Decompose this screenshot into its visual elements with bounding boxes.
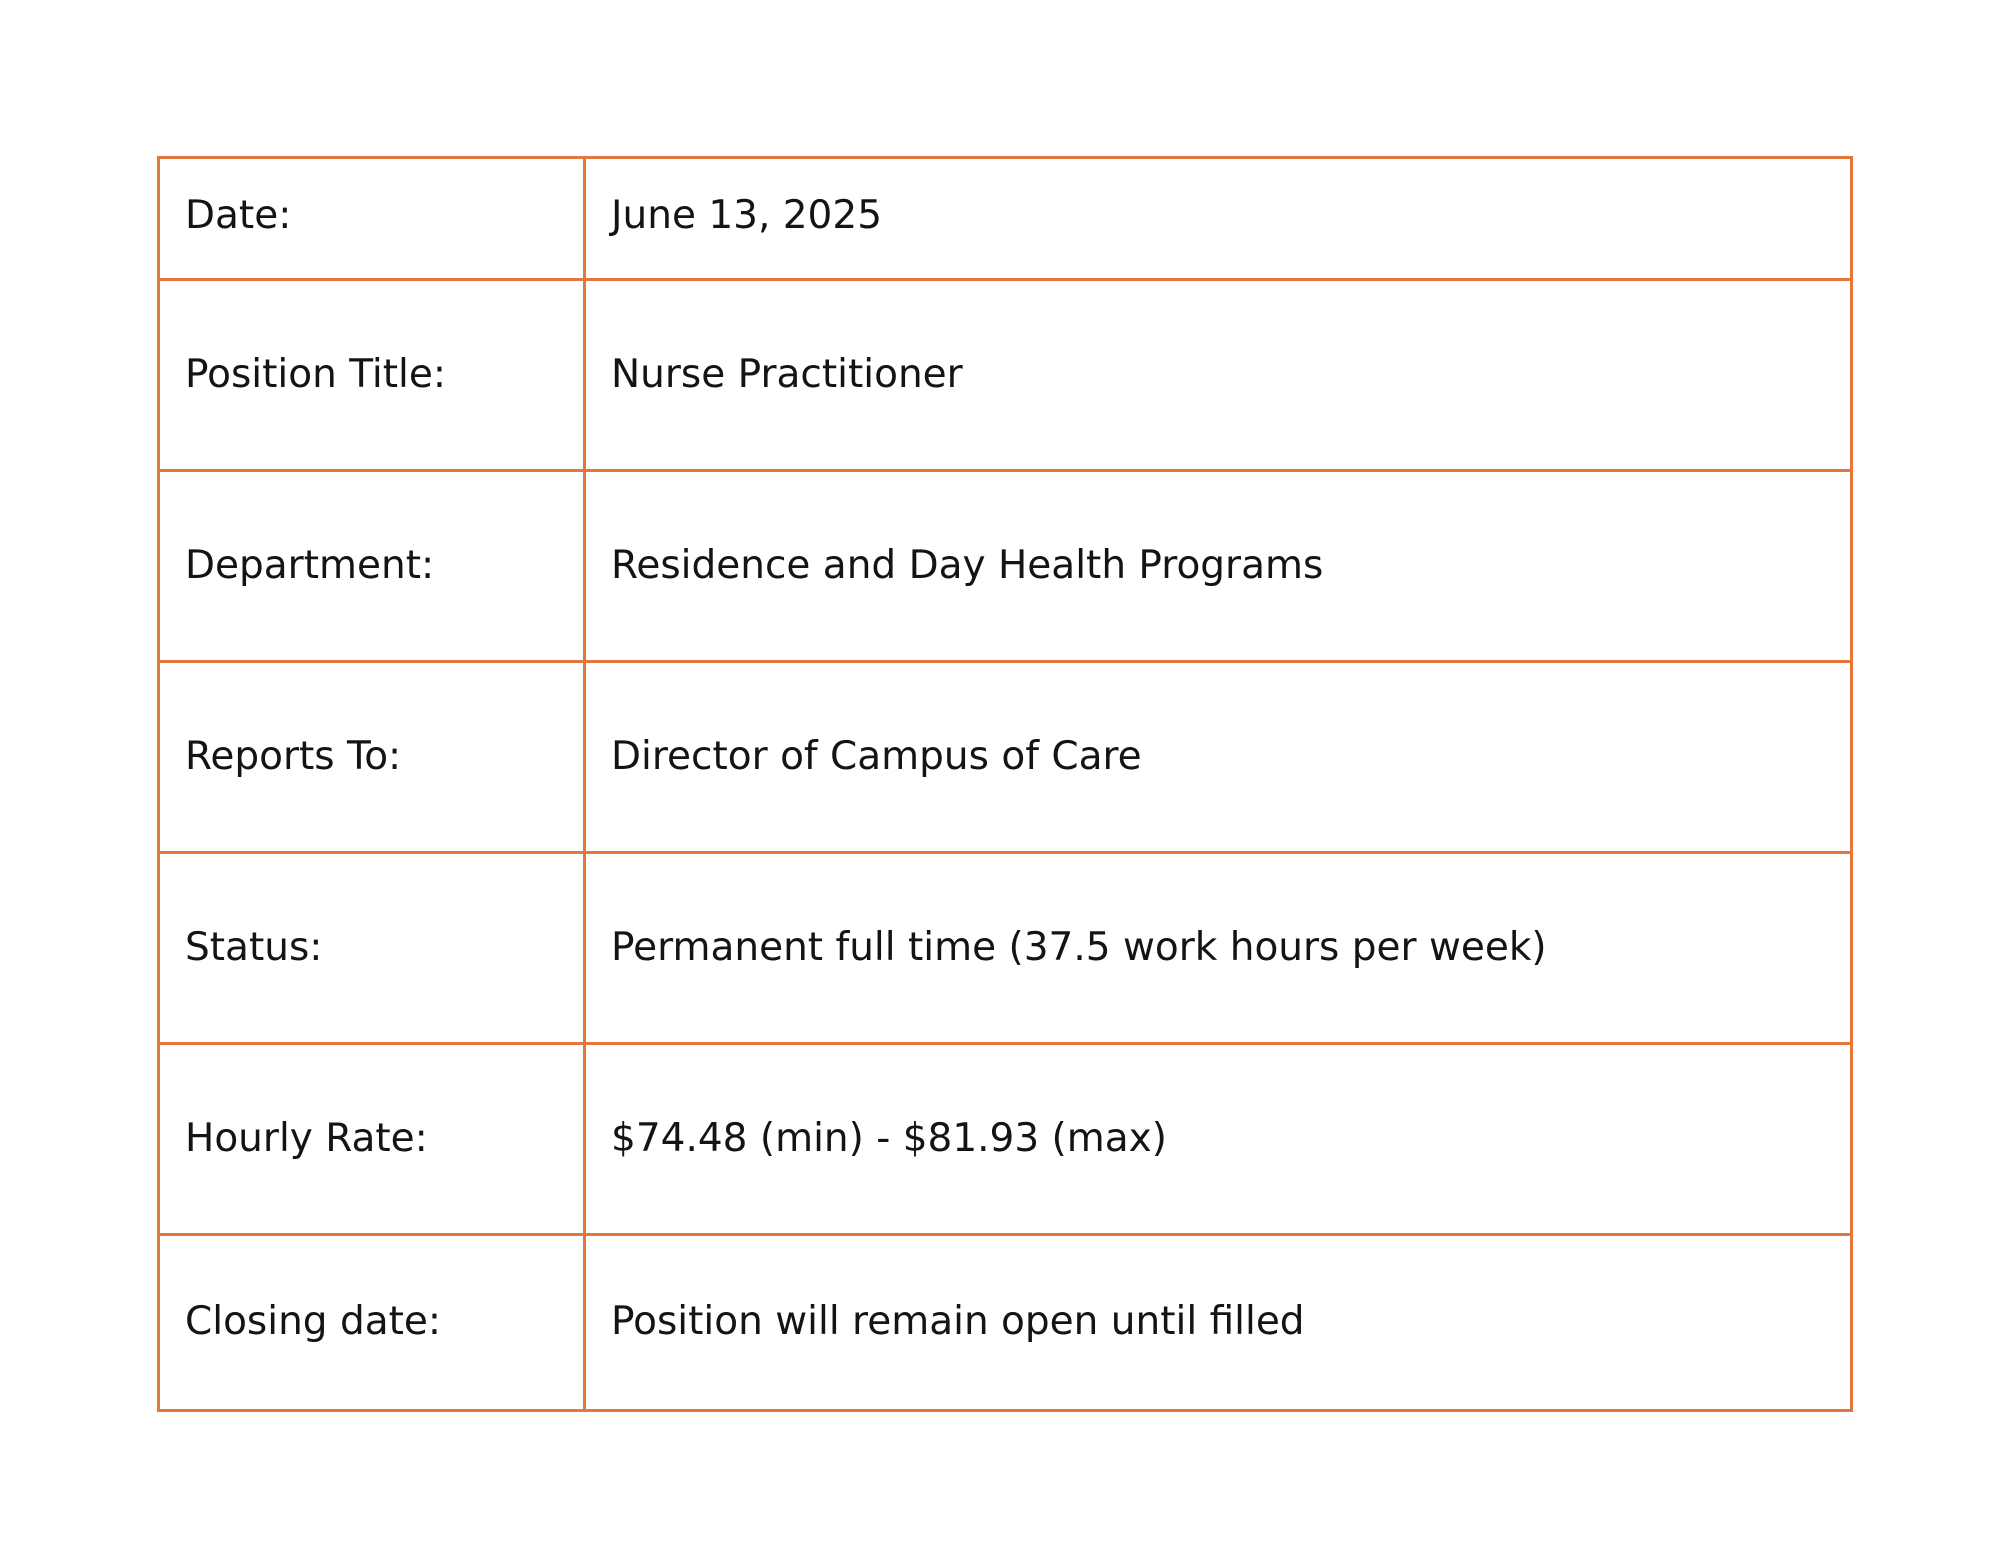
table-row-date: [159, 158, 1852, 280]
department-label: Department:: [159, 471, 585, 662]
table-row-department: [159, 471, 1852, 662]
job-details-table: [157, 156, 1853, 1412]
table-row-hourly-rate: [159, 1044, 1852, 1235]
hourly-rate-label: Hourly Rate:: [159, 1044, 585, 1235]
table-row-position-title: [159, 280, 1852, 471]
reports-to-label: Reports To:: [159, 662, 585, 853]
reports-to-value: Director of Campus of Care: [585, 662, 1852, 853]
closing-date-label: Closing date:: [159, 1235, 585, 1411]
department-value: Residence and Day Health Programs: [585, 471, 1852, 662]
position-title-value: Nurse Practitioner: [585, 280, 1852, 471]
date-label: Date:: [159, 158, 585, 280]
status-label: Status:: [159, 853, 585, 1044]
date-value: June 13, 2025: [585, 158, 1852, 280]
closing-date-value: Position will remain open until filled: [585, 1235, 1852, 1411]
hourly-rate-value: $74.48 (min) - $81.93 (max): [585, 1044, 1852, 1235]
position-title-label: Position Title:: [159, 280, 585, 471]
status-value: Permanent full time (37.5 work hours per week): [585, 853, 1852, 1044]
table-row-reports-to: [159, 662, 1852, 853]
table-row-closing-date: [159, 1235, 1852, 1411]
table-row-status: [159, 853, 1852, 1044]
